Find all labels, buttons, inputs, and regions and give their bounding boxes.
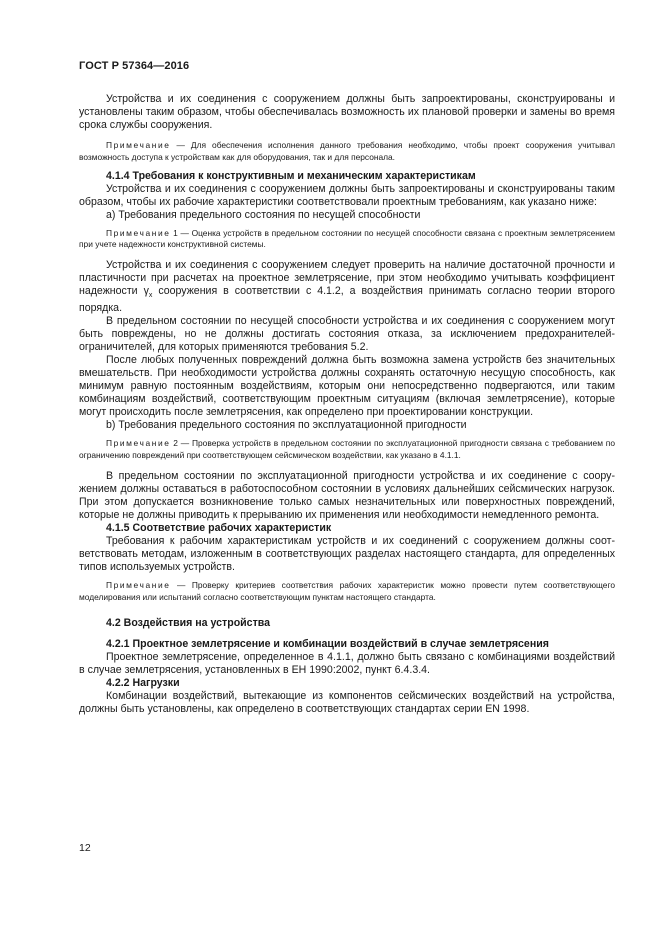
note-label: Примечание bbox=[106, 227, 171, 238]
paragraph: В предельном состоянии по эксплуатационной пригодности устройства и их соединение с сооружением должны оставаться в работоспособном состоянии в условиях дальнейших сейсмических нагрузок. При этом допускается возникновение только самых незначительных или поверхностных повреждений, которые не должны приводить к прерыванию их применения или необходимости немедленного ремонта. bbox=[79, 469, 615, 521]
paragraph bbox=[79, 259, 615, 315]
paragraph: Устройства и их соединения с сооружением должны быть запроектированы и сконструированы таким образом, чтобы их рабочие характеристики соответствовали проектным требованиям, как указано ниже: bbox=[79, 182, 615, 208]
note bbox=[79, 438, 615, 462]
list-item-b: b) Требования предельного состояния по эксплуатационной пригодности bbox=[106, 419, 467, 432]
text-run: сооружения в соответствии с 4.1.2, а воздействия принимать согласно теории второго порядка. bbox=[79, 285, 615, 315]
note-label: Примечание bbox=[106, 438, 171, 449]
section-heading-4-2: 4.2 Воздействия на устройства bbox=[106, 617, 271, 630]
note bbox=[79, 228, 615, 252]
paragraph: После любых полученных повреждений должна быть возможна замена устройств без значительных вмешательств. При необходимости устройства должны сохранять остаточную несущую способность, как минимум равную постоянным воздействиям, которым они непосредственно подвергаются, или таким комбинациям воздействий, соответствующим проектным ситуациям (включая землетрясение), которые могут происходить после землетрясения, как определено при проектировании конструкции. bbox=[79, 354, 615, 419]
page-number: 12 bbox=[79, 842, 91, 854]
gamma-symbol: γ bbox=[143, 285, 149, 298]
section-heading-4-1-4: 4.1.4 Требования к конструктивным и механическим характеристикам bbox=[106, 169, 476, 182]
note bbox=[79, 580, 615, 604]
note-text: — Проверку критериев соответствия рабочих характеристик можно провести путем соответствующего моделирования или испытаний согласно соответствующим пунктам настоящего стандарта. bbox=[79, 579, 615, 602]
document-code-header: ГОСТ Р 57364—2016 bbox=[79, 60, 190, 72]
paragraph: Комбинации воздействий, вытекающие из компонентов сейсмических воздействий на устройства, должны быть установлены, как определено в соответствующих стандартах серии EN 1998. bbox=[79, 690, 615, 716]
note-text: 2 — Проверка устройств в предельном состоянии по эксплуатационной пригодности связана с требованием по ограничению повреждений при соответствующем сейсмическом воздействии, как указано в 4.1.1. bbox=[79, 438, 615, 461]
document-body bbox=[79, 93, 615, 716]
note-text: — Для обеспечения исполнения данного требования необходимо, чтобы проект сооружения учитывал возможность доступа к устройствам как для оборудования, так и для персонала. bbox=[79, 140, 615, 162]
section-heading-4-1-5: 4.1.5 Соответствие рабочих характеристик bbox=[106, 521, 332, 534]
paragraph: Устройства и их соединения с сооружением должны быть запроектированы, сконструированы и установлены таким образом, чтобы обеспечивалась возможность их плановой проверки и замены во время срока службы сооружения. bbox=[79, 93, 615, 131]
paragraph: В предельном состоянии по несущей способности устройства и их соединения с сооружением могут быть повреждены, но не должны достигать состояния отказа, за исключением предохранителей-ограничителей, для которых применяются требования 5.2. bbox=[79, 315, 615, 354]
paragraph: Требования к рабочим характеристикам устройств и их соединений с сооружением должны соответствовать методам, изложенным в соответствующих разделах настоящего стандарта, для определенных типов используемых устройств. bbox=[79, 534, 615, 573]
section-heading-4-2-2: 4.2.2 Нагрузки bbox=[106, 677, 180, 690]
note-text: 1 — Оценка устройств в предельном состоянии по несущей способности связана с проектным землетрясением при учете надежности конструктивной системы. bbox=[79, 227, 615, 250]
note-label: Примечание bbox=[106, 579, 171, 590]
subscript: x bbox=[148, 292, 153, 300]
list-item-a: a) Требования предельного состояния по несущей способности bbox=[106, 208, 421, 221]
note bbox=[79, 140, 615, 164]
note-label: Примечание bbox=[106, 140, 171, 150]
section-heading-4-2-1: 4.2.1 Проектное землетрясение и комбинации воздействий в случае землетрясения bbox=[106, 638, 549, 651]
paragraph: Проектное землетрясение, определенное в 4.1.1, должно быть связано с комбинациями воздействий в случае землетрясения, установленных в ЕН 1990:2002, пункт 6.4.3.4. bbox=[79, 651, 615, 677]
text-run: Устройства и их соединения с сооружением следует проверить на наличие достаточной прочности и пластичности при расчетах на проектное землетрясение, при этом необходимо учитывать коэффициент надежности bbox=[79, 259, 615, 298]
